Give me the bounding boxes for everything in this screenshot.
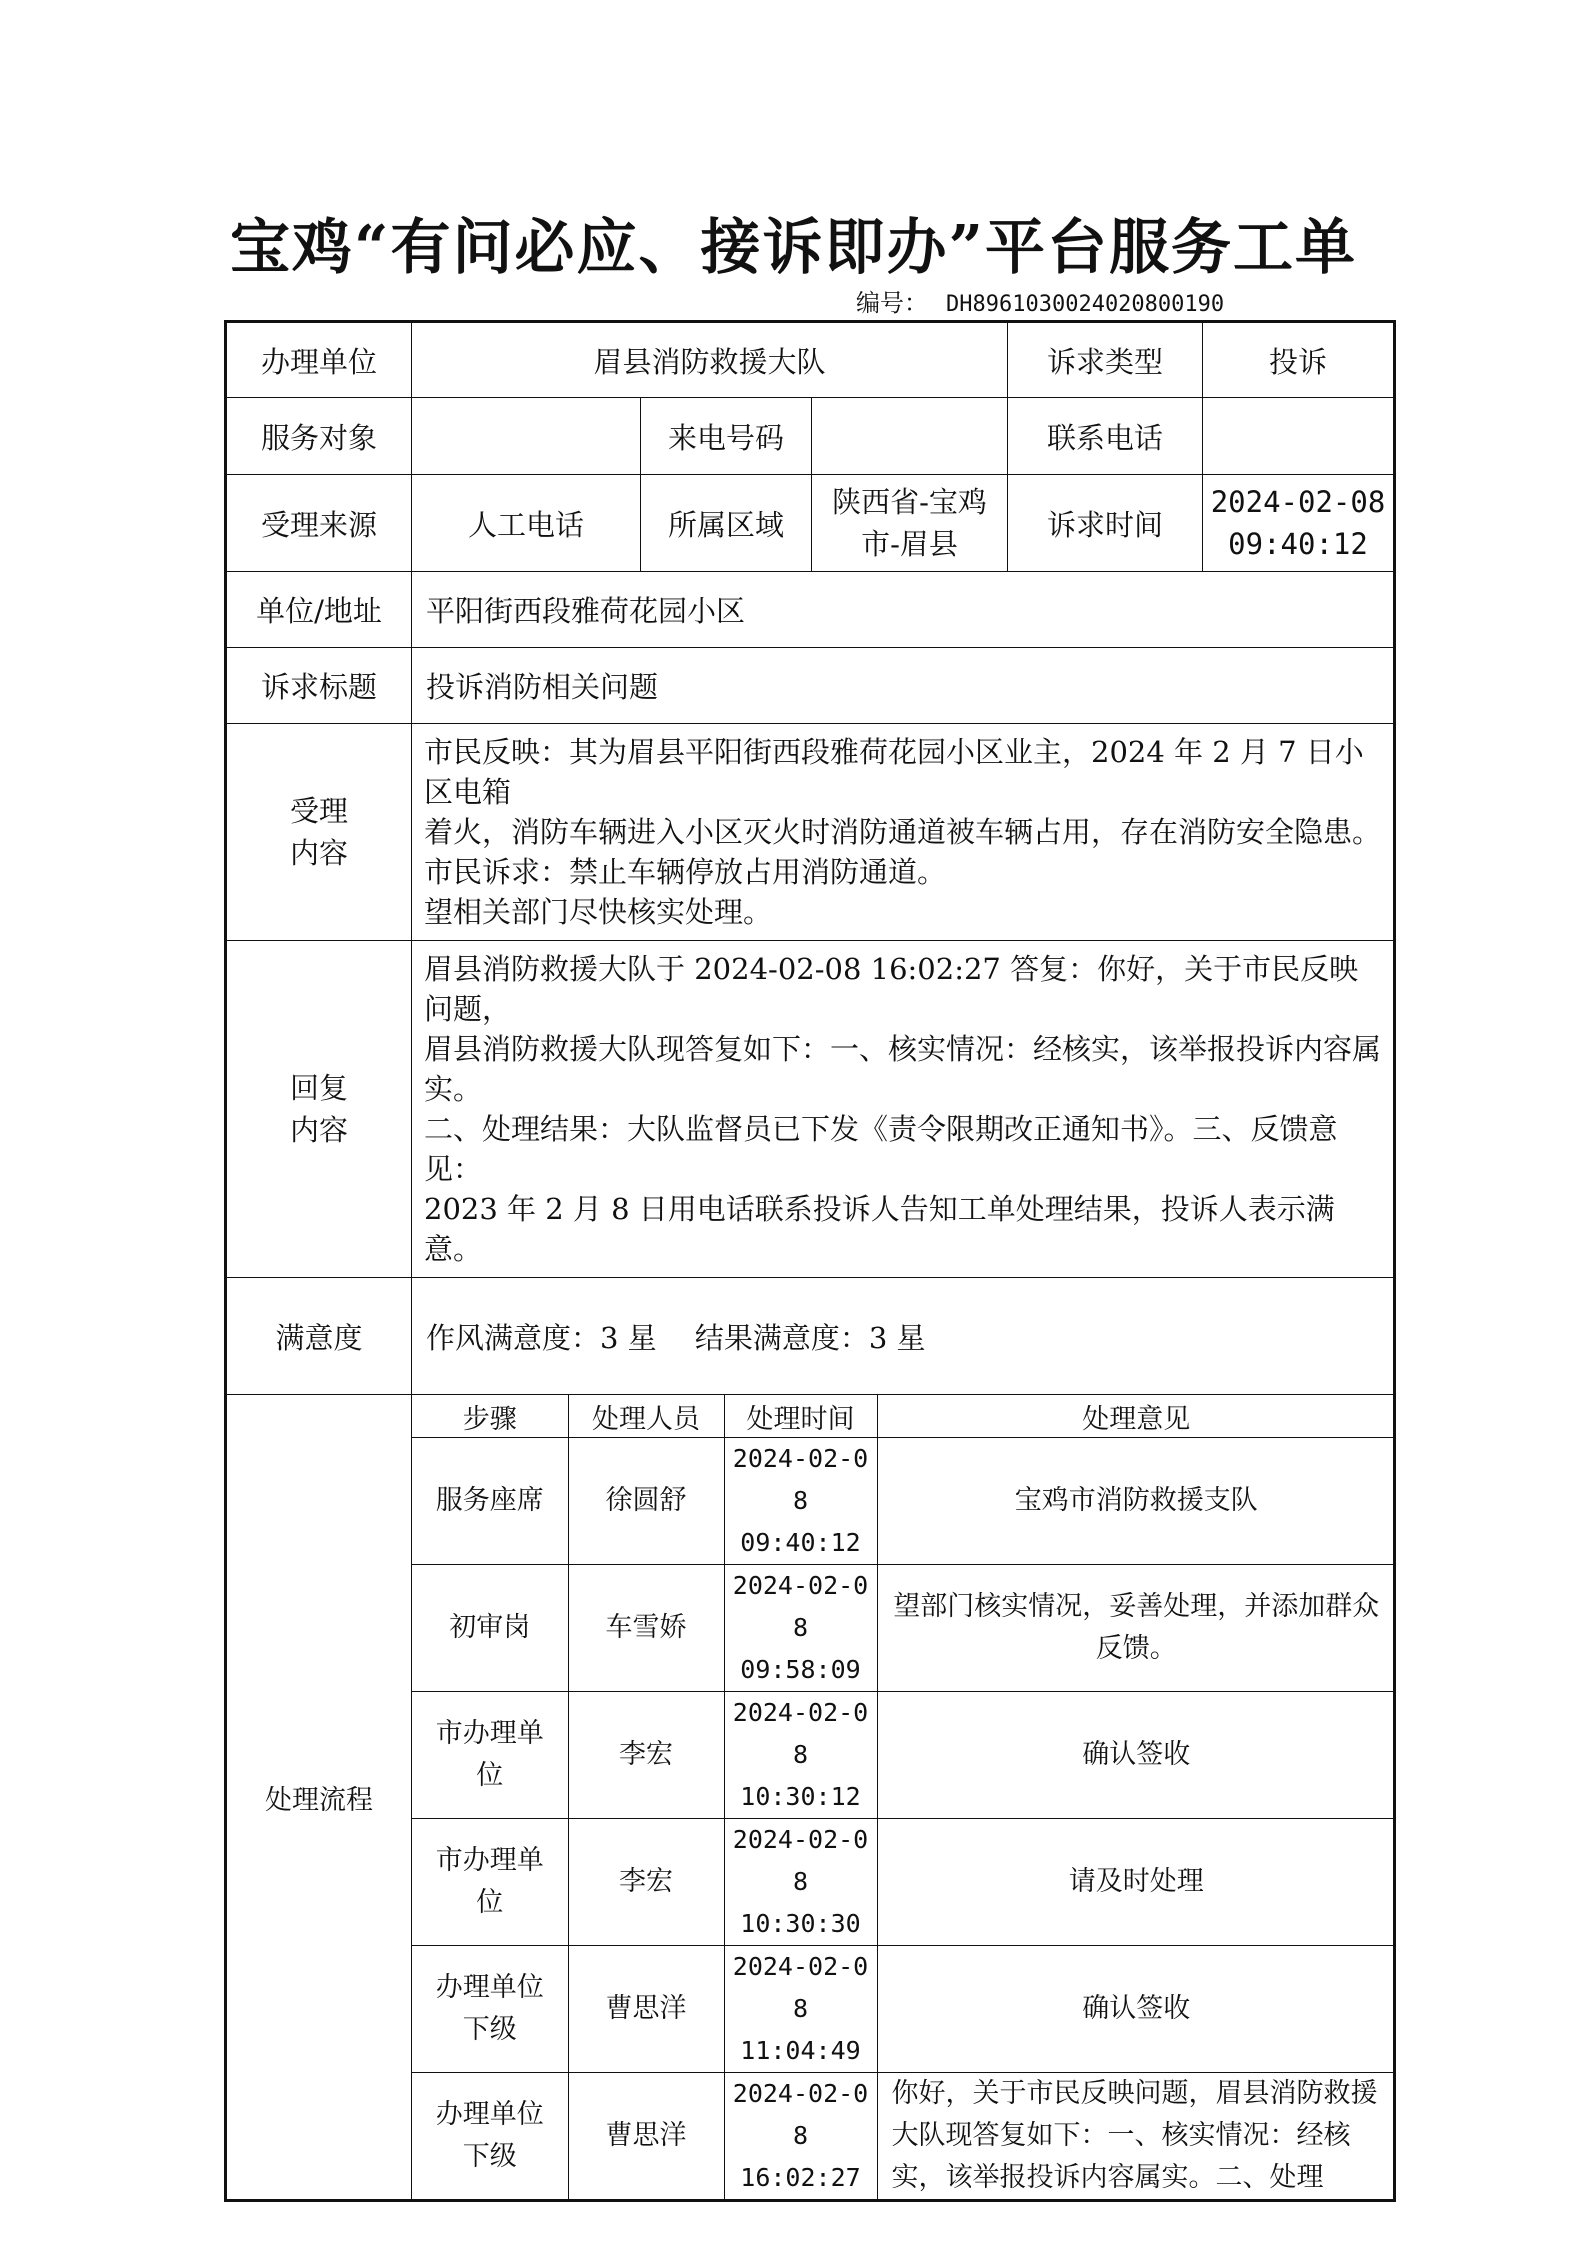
row-reply — [226, 941, 1395, 1278]
unit-value: 眉县消防救援大队 — [412, 322, 1008, 398]
caller-value — [812, 398, 1008, 475]
process-row — [412, 1438, 1395, 1565]
step: 办理单位下级 — [412, 2073, 568, 2200]
person: 李宏 — [568, 1692, 724, 1819]
time: 2024-02-0 8 09:58:09 — [724, 1565, 877, 1692]
subject-value: 投诉消防相关问题 — [412, 648, 1395, 724]
accept-content: 市民反映：其为眉县平阳街西段雅荷花园小区业主，2024 年 2 月 7 日小区电箱 着火，消防车辆进入小区灭火时消防通道被车辆占用，存在消防安全隐患。 市民诉求：禁止车辆停放占用消防通道。 望相关部门尽快核实处理。 — [412, 724, 1395, 941]
address-value: 平阳街西段雅荷花园小区 — [412, 572, 1395, 648]
process-row — [412, 1819, 1395, 1946]
source-value: 人工电话 — [412, 475, 641, 572]
row-unit — [226, 322, 1395, 398]
opinion: 确认签收 — [877, 1946, 1395, 2073]
contact-value — [1203, 398, 1395, 475]
caller-label: 来电号码 — [641, 398, 812, 475]
accept-label: 受理 内容 — [226, 724, 412, 941]
region-line-1: 陕西省-宝鸡 — [832, 485, 987, 519]
row-satisfaction — [226, 1278, 1395, 1395]
time-line-1: 2024-02-08 — [1210, 485, 1386, 519]
opinion: 你好，关于市民反映问题，眉县消防救援大队现答复如下：一、核实情况：经核实，该举报投诉内容属实。二、处理 — [877, 2073, 1395, 2200]
opinion: 望部门核实情况，妥善处理，并添加群众反馈。 — [877, 1565, 1395, 1692]
serial-label: 编号： — [856, 289, 928, 317]
satisfaction-value: 作风满意度：3 星 结果满意度：3 星 — [412, 1278, 1395, 1395]
row-address — [226, 572, 1395, 648]
col-person: 处理人员 — [568, 1395, 724, 1438]
process-cell — [412, 1395, 1395, 2201]
process-table — [412, 1395, 1395, 2199]
reply-content: 眉县消防救援大队于 2024-02-08 16:02:27 答复：你好，关于市民反映问题， 眉县消防救援大队现答复如下：一、核实情况：经核实，该举报投诉内容属实。 二、处理结果：大队监督员已下发《责令限期改正通知书》。三、反馈意见： 2023 年 2 月 8 日用电话联系投诉人告知工单处理结果，投诉人表示满意。 — [412, 941, 1395, 1278]
person: 徐圆舒 — [568, 1438, 724, 1565]
type-label: 诉求类型 — [1008, 322, 1203, 398]
col-opinion: 处理意见 — [877, 1395, 1395, 1438]
time-label: 诉求时间 — [1008, 475, 1203, 572]
person: 曹思洋 — [568, 2073, 724, 2200]
opinion: 确认签收 — [877, 1692, 1395, 1819]
reply-label: 回复 内容 — [226, 941, 412, 1278]
process-row — [412, 2073, 1395, 2200]
object-label: 服务对象 — [226, 398, 412, 475]
opinion: 宝鸡市消防救援支队 — [877, 1438, 1395, 1565]
row-process — [226, 1395, 1395, 2201]
type-value: 投诉 — [1203, 322, 1395, 398]
row-object — [226, 398, 1395, 475]
serial-value: DH8961030024020800190 — [946, 292, 1225, 317]
step: 初审岗 — [412, 1565, 568, 1692]
person: 李宏 — [568, 1819, 724, 1946]
object-value — [412, 398, 641, 475]
row-subject — [226, 648, 1395, 724]
unit-label: 办理单位 — [226, 322, 412, 398]
step: 市办理单位 — [412, 1819, 568, 1946]
region-label: 所属区域 — [641, 475, 812, 572]
col-step: 步骤 — [412, 1395, 568, 1438]
satisfaction-label: 满意度 — [226, 1278, 412, 1395]
process-row — [412, 1946, 1395, 2073]
process-row — [412, 1565, 1395, 1692]
time-line-2: 09:40:12 — [1228, 527, 1368, 561]
region-line-2: 市-眉县 — [861, 527, 958, 561]
person: 曹思洋 — [568, 1946, 724, 2073]
time: 2024-02-0 8 16:02:27 — [724, 2073, 877, 2200]
opinion: 请及时处理 — [877, 1819, 1395, 1946]
time-value — [1203, 475, 1395, 572]
process-header-row — [412, 1395, 1395, 1438]
process-row — [412, 1692, 1395, 1819]
contact-label: 联系电话 — [1008, 398, 1203, 475]
step: 市办理单位 — [412, 1692, 568, 1819]
time: 2024-02-0 8 10:30:30 — [724, 1819, 877, 1946]
serial-number — [856, 283, 1224, 318]
time: 2024-02-0 8 09:40:12 — [724, 1438, 877, 1565]
time: 2024-02-0 8 11:04:49 — [724, 1946, 877, 2073]
row-source — [226, 475, 1395, 572]
step: 服务座席 — [412, 1438, 568, 1565]
col-time: 处理时间 — [724, 1395, 877, 1438]
source-label: 受理来源 — [226, 475, 412, 572]
step: 办理单位下级 — [412, 1946, 568, 2073]
time: 2024-02-0 8 10:30:12 — [724, 1692, 877, 1819]
person: 车雪娇 — [568, 1565, 724, 1692]
document-title: 宝鸡“有问必应、接诉即办”平台服务工单 — [229, 213, 1358, 283]
region-value — [812, 475, 1008, 572]
work-order-table — [224, 320, 1396, 2202]
subject-label: 诉求标题 — [226, 648, 412, 724]
row-accept — [226, 724, 1395, 941]
process-label: 处理流程 — [226, 1395, 412, 2201]
address-label: 单位/地址 — [226, 572, 412, 648]
